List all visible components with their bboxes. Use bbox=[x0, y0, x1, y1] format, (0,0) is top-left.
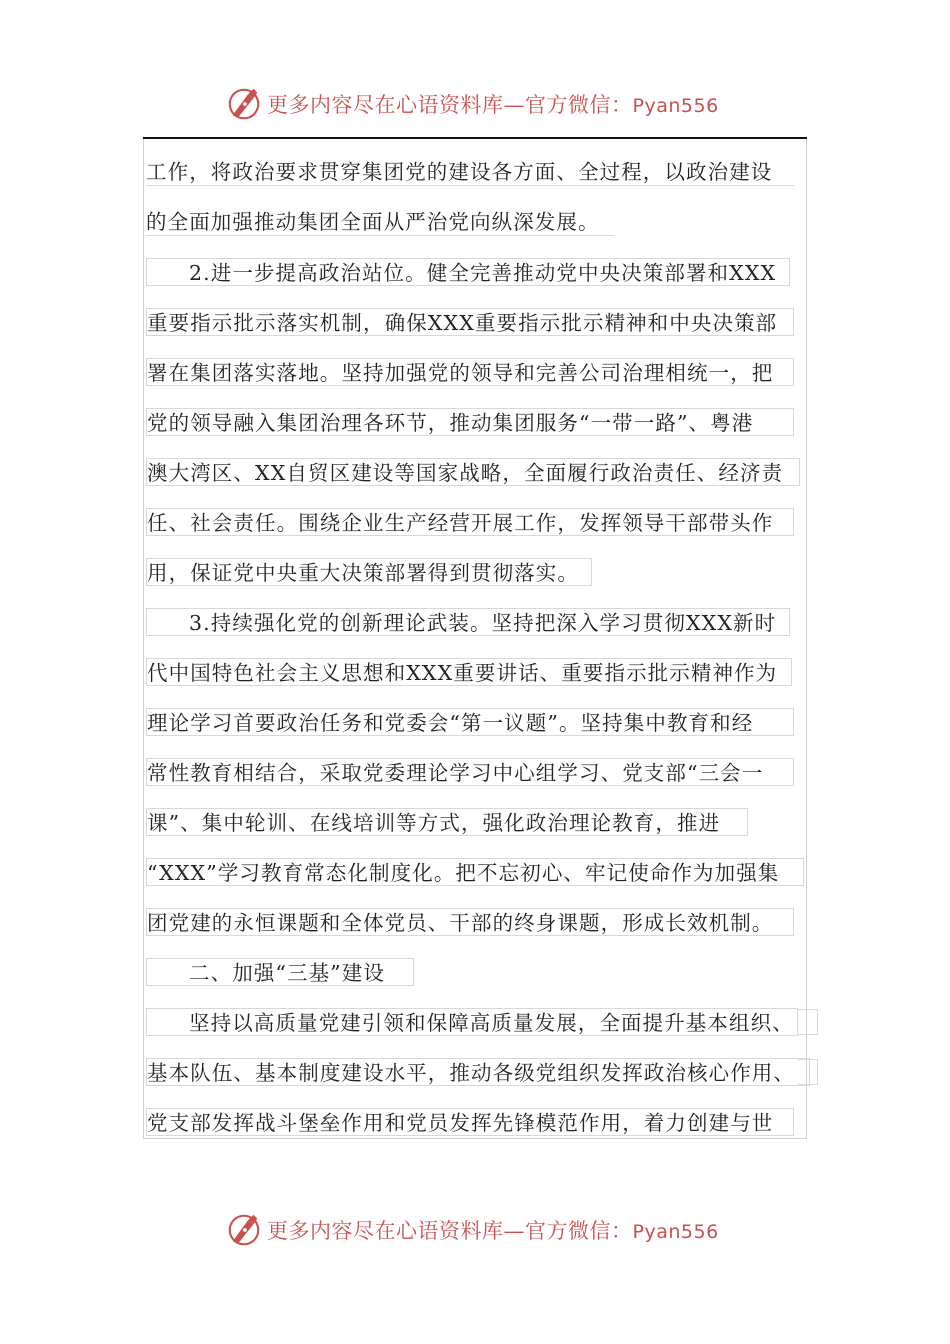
text-line: 的全面加强推动集团全面从严治党向纵深发展。 bbox=[146, 208, 614, 236]
text-line: 澳大湾区、XX自贸区建设等国家战略，全面履行政治责任、经济责 bbox=[146, 458, 800, 486]
text-line: 3.持续强化党的创新理论武装。坚持把深入学习贯彻XXX新时 bbox=[146, 608, 790, 636]
text-line: 重要指示批示落实机制，确保XXX重要指示批示精神和中央决策部 bbox=[146, 308, 794, 336]
margin-mark bbox=[798, 1009, 818, 1035]
banner-text: 更多内容尽在心语资料库—官方微信：Pyan556 bbox=[267, 1219, 719, 1243]
text-line: “XXX”学习教育常态化制度化。把不忘初心、牢记使命作为加强集 bbox=[146, 858, 804, 886]
text-line: 常性教育相结合，采取党委理论学习中心组学习、党支部“三会一 bbox=[146, 758, 794, 786]
text-line: 团党建的永恒课题和全体党员、干部的终身课题，形成长效机制。 bbox=[146, 908, 794, 936]
banner-text: 更多内容尽在心语资料库—官方微信：Pyan556 bbox=[267, 93, 719, 117]
text-line: 工作，将政治要求贯穿集团党的建设各方面、全过程，以政治建设 bbox=[146, 158, 794, 186]
text-line: 用，保证党中央重大决策部署得到贯彻落实。 bbox=[146, 558, 592, 586]
pen-nib-logo-icon bbox=[225, 1211, 263, 1249]
text-line: 2.进一步提高政治站位。健全完善推动党中央决策部署和XXX bbox=[146, 258, 790, 286]
margin-mark bbox=[798, 1059, 818, 1085]
text-line: 任、社会责任。围绕企业生产经营开展工作，发挥领导干部带头作 bbox=[146, 508, 794, 536]
text-line: 理论学习首要政治任务和党委会“第一议题”。坚持集中教育和经 bbox=[146, 708, 794, 736]
text-line: 基本队伍、基本制度建设水平，推动各级党组织发挥政治核心作用、 bbox=[146, 1058, 810, 1086]
text-line: 署在集团落实落地。坚持加强党的领导和完善公司治理相统一，把 bbox=[146, 358, 794, 386]
header-banner bbox=[225, 82, 745, 126]
text-line: 党支部发挥战斗堡垒作用和党员发挥先锋模范作用，着力创建与世 bbox=[146, 1108, 794, 1136]
text-line: 代中国特色社会主义思想和XXX重要讲话、重要指示批示精神作为 bbox=[146, 658, 792, 686]
section-heading: 二、加强“三基”建设 bbox=[146, 958, 414, 986]
document-frame bbox=[143, 139, 807, 1139]
pen-nib-logo-icon bbox=[225, 85, 263, 123]
text-line: 坚持以高质量党建引领和保障高质量发展，全面提升基本组织、 bbox=[146, 1008, 798, 1036]
wechat-id: Pyan556 bbox=[632, 1221, 719, 1243]
text-line: 课”、集中轮训、在线培训等方式，强化政治理论教育，推进 bbox=[146, 808, 748, 836]
text-line: 党的领导融入集团治理各环节，推动集团服务“一带一路”、粤港 bbox=[146, 408, 794, 436]
wechat-id: Pyan556 bbox=[632, 95, 719, 117]
footer-banner bbox=[225, 1208, 745, 1252]
